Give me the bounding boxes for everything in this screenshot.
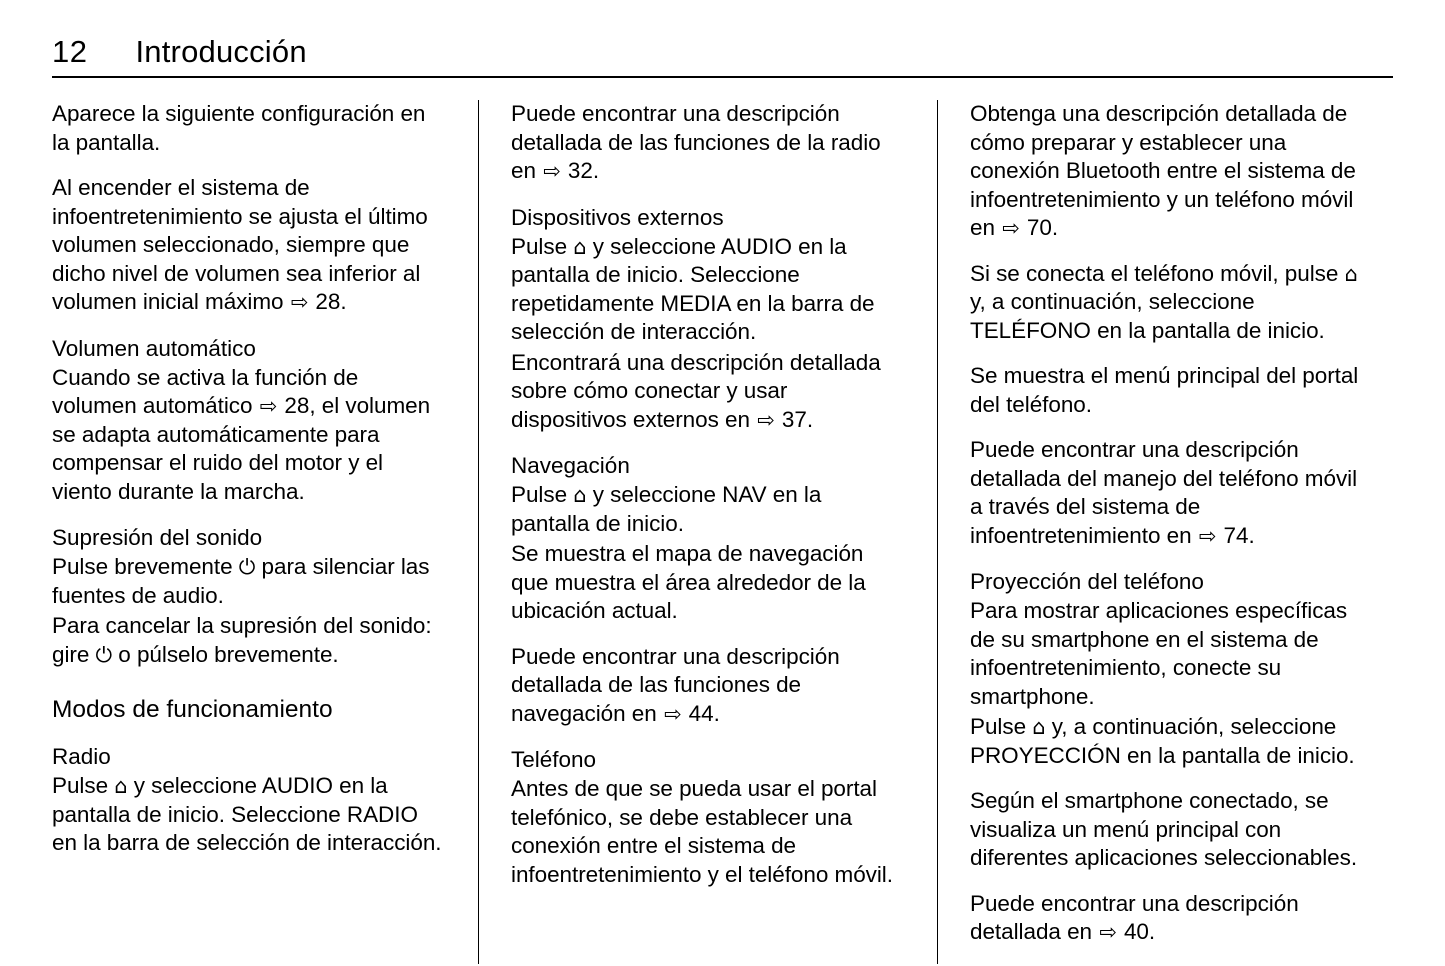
page-title: Introducción bbox=[135, 34, 307, 69]
column-layout bbox=[52, 100, 1393, 964]
body-paragraph: Se muestra el mapa de navegación que muestra el área alrededor de la ubicación actual. bbox=[511, 541, 866, 623]
page-reference-icon: ⇨ bbox=[757, 407, 775, 432]
text-column-1 bbox=[52, 100, 446, 964]
subsection-heading: Proyección del teléfono bbox=[970, 569, 1204, 594]
body-paragraph: Pulse ⌂ y seleccione AUDIO en la pantalla de inicio. Seleccione repetidamente MEDIA en la barra de selección de interacción. bbox=[511, 233, 875, 344]
page-reference-icon: ⇨ bbox=[543, 159, 561, 183]
page-reference-icon: ⇨ bbox=[663, 701, 682, 726]
page-reference-icon: ⇨ bbox=[1002, 216, 1020, 240]
home-icon: ⌂ bbox=[1032, 715, 1046, 739]
body-paragraph: Puede encontrar una descripción detallada de las funciones de navegación en ⇨ 44. bbox=[511, 643, 840, 726]
body-paragraph: Puede encontrar una descripción detallada de las funciones de la radio en ⇨ 32. bbox=[511, 101, 881, 183]
body-paragraph: Pulse brevemente ⏻ para silenciar las fuentes de audio. bbox=[52, 554, 430, 608]
body-paragraph: Antes de que se pueda usar el portal telefónico, se debe establecer una conexión entre el sistema de infoentretenimiento y el teléfono móvil. bbox=[511, 776, 893, 887]
page-reference-icon: ⇨ bbox=[290, 290, 309, 314]
page-reference-icon: ⇨ bbox=[259, 394, 278, 418]
body-paragraph: Puede encontrar una descripción detallada en ⇨ 40. bbox=[970, 890, 1299, 944]
page-reference-icon: ⇨ bbox=[1099, 920, 1117, 944]
power-icon: ⏻ bbox=[238, 555, 256, 579]
body-paragraph: Obtenga una descripción detallada de cómo preparar y establecer una conexión Bluetooth entre el sistema de infoentretenimiento y un teléfono móvil en ⇨ 70. bbox=[970, 101, 1356, 240]
subsection-heading: Radio bbox=[52, 744, 111, 769]
body-paragraph: Para cancelar la supresión del sonido: gire ⏻ o púlselo brevemente. bbox=[52, 613, 432, 667]
home-icon: ⌂ bbox=[573, 234, 587, 259]
subsection-heading: Navegación bbox=[511, 453, 630, 478]
body-paragraph: Puede encontrar una descripción detallada del manejo del teléfono móvil a través del sistema de infoentretenimiento en ⇨ 74. bbox=[970, 437, 1358, 548]
body-paragraph: Encontrará una descripción detallada sobre cómo conectar y usar dispositivos externos en ⇨ 37. bbox=[511, 349, 881, 432]
body-paragraph: Pulse ⌂ y seleccione NAV en la pantalla de inicio. bbox=[511, 482, 822, 536]
home-icon: ⌂ bbox=[114, 774, 128, 798]
body-paragraph: Al encender el sistema de infoentretenimiento se ajusta el último volumen seleccionado, siempre que dicho nivel de volumen sea inferior al volumen inicial máximo ⇨ 28. bbox=[52, 175, 428, 314]
subsection-heading: Dispositivos externos bbox=[511, 204, 724, 230]
home-icon: ⌂ bbox=[573, 483, 587, 507]
body-paragraph: Para mostrar aplicaciones específicas de su smartphone en el sistema de infoentretenimiento, conecte su smartphone. bbox=[970, 598, 1348, 709]
text-column-2 bbox=[511, 100, 905, 964]
body-paragraph: Cuando se activa la función de volumen automático ⇨ 28, el volumen se adapta automáticamente para compensar el ruido del motor y el viento durante la marcha. bbox=[52, 364, 431, 504]
body-paragraph: Se muestra el menú principal del portal del teléfono. bbox=[970, 363, 1359, 417]
page-number: 12 bbox=[52, 34, 88, 69]
subsection-heading: Teléfono bbox=[511, 747, 597, 772]
subsection-heading: Volumen automático bbox=[52, 335, 256, 361]
column-divider bbox=[478, 100, 479, 964]
power-icon: ⏻ bbox=[95, 642, 113, 667]
page-reference-icon: ⇨ bbox=[1198, 523, 1217, 548]
page-header bbox=[52, 34, 1393, 78]
body-paragraph: Aparece la siguiente configuración en la pantalla. bbox=[52, 101, 426, 155]
text-column-3 bbox=[970, 100, 1364, 964]
body-paragraph: Según el smartphone conectado, se visualiza un menú principal con diferentes aplicaciones seleccionables. bbox=[970, 788, 1358, 870]
home-icon: ⌂ bbox=[1344, 261, 1358, 286]
body-paragraph: Pulse ⌂ y seleccione AUDIO en la pantalla de inicio. Seleccione RADIO en la barra de selección de interacción. bbox=[52, 773, 442, 855]
section-heading: Modos de funcionamiento bbox=[52, 696, 333, 723]
subsection-heading: Supresión del sonido bbox=[52, 525, 263, 550]
body-paragraph: Si se conecta el teléfono móvil, pulse ⌂ y, a continuación, seleccione TELÉFONO en la pantalla de inicio. bbox=[970, 260, 1358, 343]
body-paragraph: Pulse ⌂ y, a continuación, seleccione PROYECCIÓN en la pantalla de inicio. bbox=[970, 714, 1355, 768]
column-divider bbox=[937, 100, 938, 964]
